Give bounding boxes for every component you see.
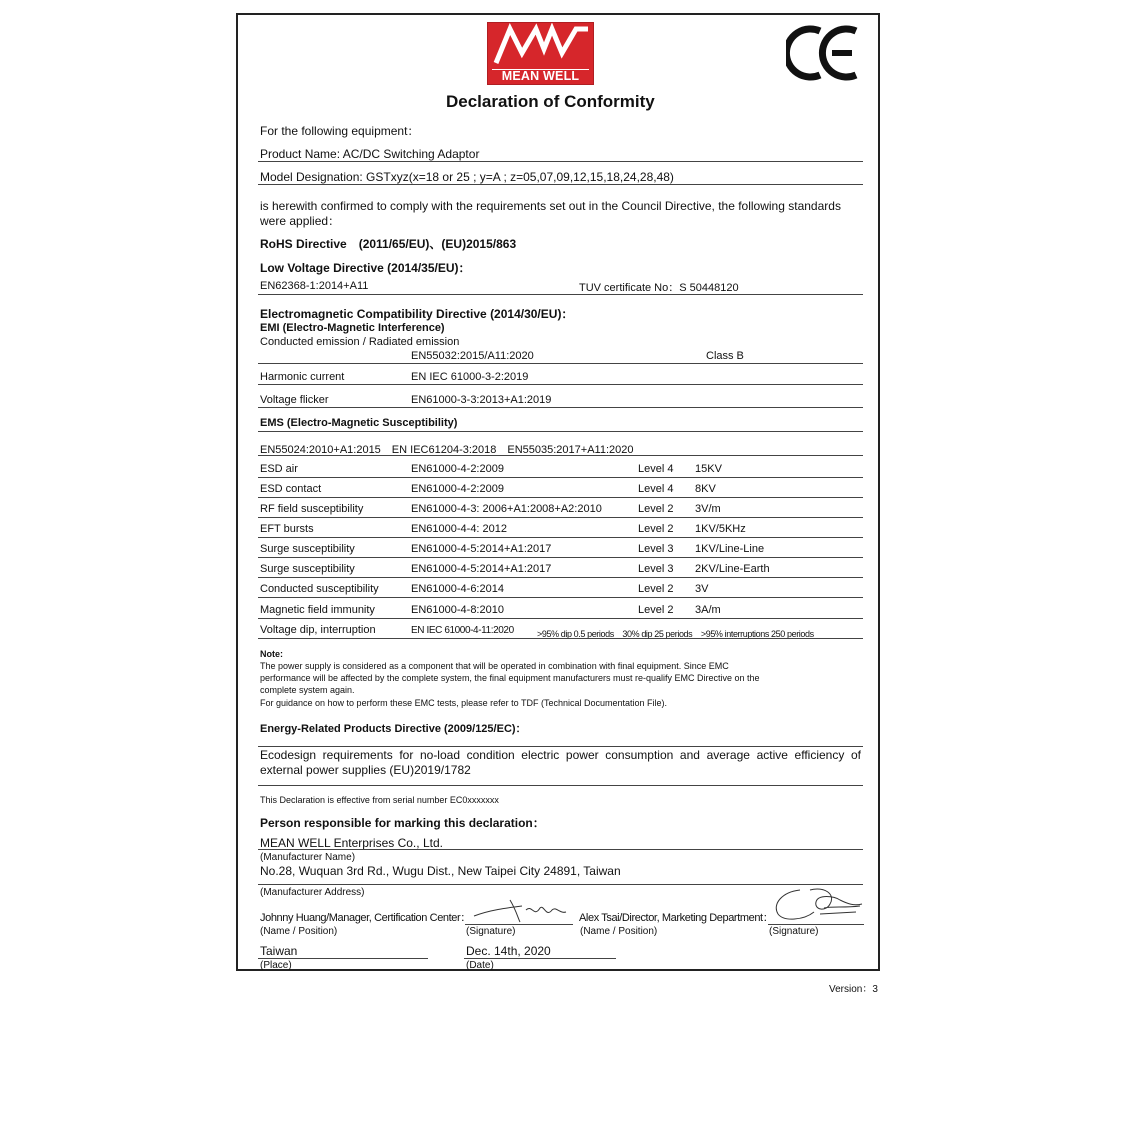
manufacturer-caption: (Manufacturer Name) [260,852,356,863]
date-value: Dec. 14th, 2020 [466,944,551,958]
ems-row-value: 8KV [695,483,716,495]
harmonic-standard: EN IEC 61000-3-2:2019 [411,371,529,383]
signature-caption-1: (Signature) [466,926,516,937]
place-value: Taiwan [260,944,298,958]
flicker-standard: EN61000-3-3:2013+A1:2019 [411,394,552,406]
ems-row-value: 2KV/Line-Earth [695,563,770,575]
place-caption: (Place) [260,960,292,971]
ems-row-label: ESD air [260,463,298,475]
tuv-certificate: TUV certificate No：S 50448120 [579,282,739,294]
note-line: For guidance on how to perform these EMC tests, please refer to TDF (Technical Documentation File). [260,698,668,708]
manufacturer-name: MEAN WELL Enterprises Co., Ltd. [260,836,443,850]
ems-row-level: Level 3 [638,543,674,555]
ems-row-standard: EN61000-4-4: 2012 [411,523,508,535]
signature-2-image [770,884,866,926]
ems-row-standard: EN61000-4-2:2009 [411,483,504,495]
ems-row-standard: EN61000-4-8:2010 [411,604,504,616]
confirm-line-2: were applied： [260,214,341,228]
ems-row-level: Level 2 [638,583,674,595]
ems-row-label: EFT bursts [260,523,314,535]
dip-standard: EN IEC 61000-4-11:2020 [411,625,514,636]
name-position-caption-2: (Name / Position) [580,926,658,937]
for-equipment-text: For the following equipment： [260,124,420,138]
ems-row-level: Level 4 [638,463,674,475]
ems-row-label: ESD contact [260,483,322,495]
lvd-standard: EN62368-1:2014+A11 [260,280,369,292]
ems-row-value: 1KV/Line-Line [695,543,765,555]
note-line: The power supply is considered as a component that will be operated in combination with final equipment. Since EMC [260,661,729,671]
ems-row-label: RF field susceptibility [260,503,364,515]
product-name: Product Name: AC/DC Switching Adaptor [260,147,480,161]
conducted-standard: EN55032:2015/A11:2020 [411,350,534,362]
erp-line-2: external power supplies (EU)2019/1782 [260,763,471,777]
mean-well-logo [487,22,594,85]
ems-row-level: Level 4 [638,483,674,495]
ems-row-value: 3V/m [695,503,721,515]
ems-row-level: Level 2 [638,604,674,616]
signature-caption-2: (Signature) [769,926,819,937]
lvd-heading: Low Voltage Directive (2014/35/EU)： [260,261,471,275]
ems-row-standard: EN61000-4-3: 2006+A1:2008+A2:2010 [411,503,602,515]
effective-serial: This Declaration is effective from serial number EC0xxxxxxx [260,795,499,805]
flicker-label: Voltage flicker [260,394,329,406]
ce-mark-icon [786,23,862,83]
signer-1: Johnny Huang/Manager, Certification Center： [260,912,471,924]
signer-2: Alex Tsai/Director, Marketing Department： [579,912,774,924]
ems-row-level: Level 2 [638,523,674,535]
page-title: Declaration of Conformity [446,92,655,111]
ems-standards: EN55024:2010+A1:2015 EN IEC61204-3:2018 EN55035:2017+A11:2020 [260,444,634,456]
ems-row-value: 15KV [695,463,722,475]
ems-row-level: Level 3 [638,563,674,575]
conducted-emission: Conducted emission / Radiated emission [260,336,460,348]
ems-heading: EMS (Electro-Magnetic Susceptibility) [260,417,458,429]
model-designation: Model Designation: GSTxyz(x=18 or 25 ; y=A ; z=05,07,09,12,15,18,24,28,48) [260,170,674,184]
ems-row-standard: EN61000-4-6:2014 [411,583,504,595]
signature-1-image [470,896,570,926]
confirm-line-1: is herewith confirmed to comply with the requirements set out in the Council Directive, the following standards [260,199,841,213]
ems-row-label: Magnetic field immunity [260,604,375,616]
logo-text: MEAN WELL [501,69,580,83]
dip-detail: >95% dip 0.5 periods 30% dip 25 periods >95% interruptions 250 periods [537,629,814,639]
ems-row-value: 3V [695,583,709,595]
note-line: performance will be affected by the complete system, the final equipment manufacturers must re-qualify EMC Directive on the [260,673,760,683]
ems-row-standard: EN61000-4-5:2014+A1:2017 [411,563,552,575]
address-caption: (Manufacturer Address) [260,887,365,898]
emi-heading: EMI (Electro-Magnetic Interference) [260,322,445,334]
note-line: complete system again. [260,685,355,695]
dip-label: Voltage dip, interruption [260,624,376,636]
version-label: Version：3 [829,984,878,995]
erp-heading: Energy-Related Products Directive (2009/125/EC)： [260,723,527,735]
erp-line-1: Ecodesign requirements for no-load condition electric power consumption and average active efficiency of [260,748,861,762]
ems-row-label: Conducted susceptibility [260,583,379,595]
name-position-caption-1: (Name / Position) [260,926,338,937]
emission-class: Class B [706,350,744,362]
responsible-heading: Person responsible for marking this declaration： [260,816,545,830]
ems-row-value: 1KV/5KHz [695,523,746,535]
date-caption: (Date) [466,960,494,971]
rohs-heading: RoHS Directive (2011/65/EU)、(EU)2015/863 [260,237,517,251]
note-heading: Note: [260,649,283,659]
harmonic-label: Harmonic current [260,371,345,383]
mw-logo-mark [488,23,593,69]
ems-row-level: Level 2 [638,503,674,515]
ems-row-value: 3A/m [695,604,721,616]
ems-row-standard: EN61000-4-2:2009 [411,463,504,475]
ems-row-standard: EN61000-4-5:2014+A1:2017 [411,543,552,555]
ems-row-label: Surge susceptibility [260,563,355,575]
manufacturer-address: No.28, Wuquan 3rd Rd., Wugu Dist., New Taipei City 24891, Taiwan [260,864,621,878]
emc-heading: Electromagnetic Compatibility Directive (2014/30/EU)： [260,307,574,321]
ems-row-label: Surge susceptibility [260,543,355,555]
